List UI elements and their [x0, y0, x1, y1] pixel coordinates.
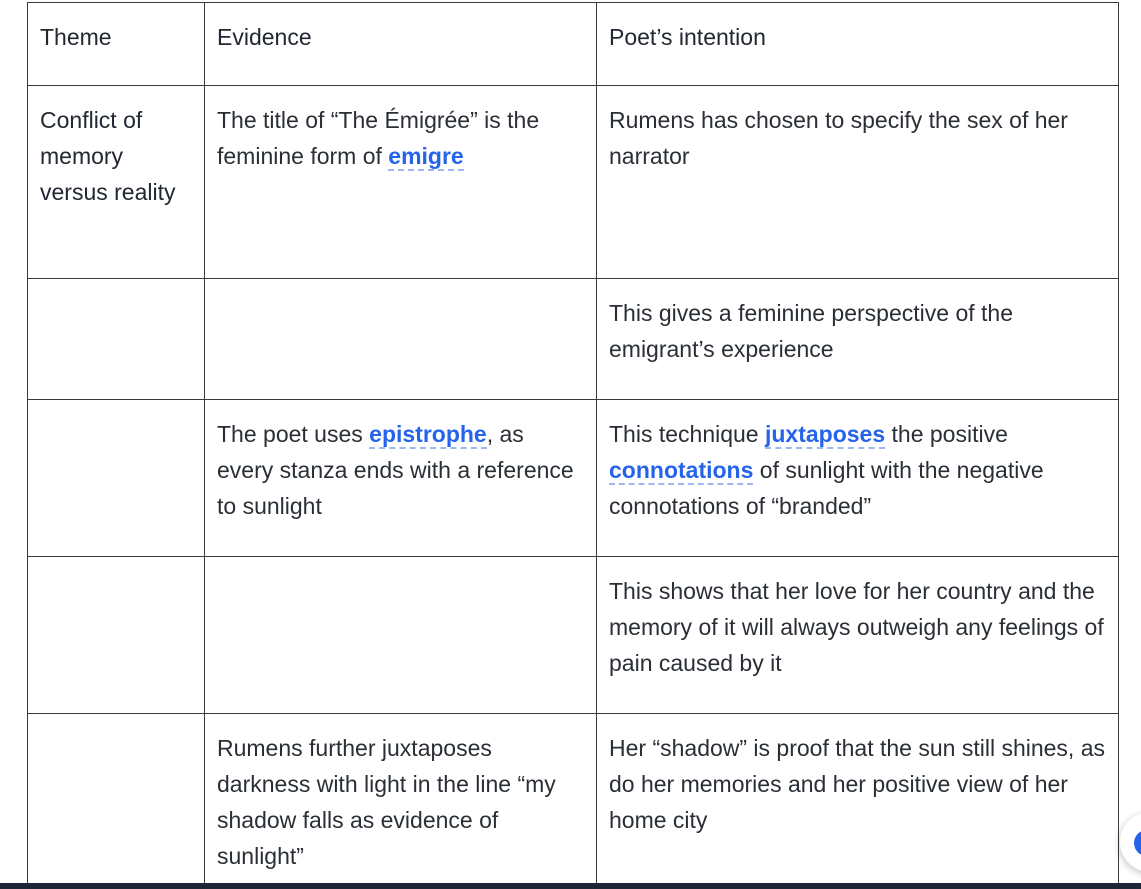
intention-cell	[597, 400, 1119, 557]
intention-cell: Her “shadow” is proof that the sun still shines, as do her memories and her positive view of her home city	[597, 714, 1119, 889]
analysis-table	[27, 2, 1119, 889]
evidence-cell	[205, 86, 597, 279]
table-row	[28, 557, 1119, 714]
table-row	[28, 279, 1119, 400]
intention-text: This technique	[609, 421, 765, 447]
intention-text: the positive	[885, 421, 1008, 447]
evidence-cell	[205, 279, 597, 400]
chat-button[interactable]	[1120, 812, 1141, 872]
glossary-link-connotations[interactable]: connotations	[609, 457, 754, 483]
glossary-link-juxtaposes[interactable]: juxtaposes	[764, 421, 886, 447]
evidence-cell: Rumens further juxtaposes darkness with light in the line “my shadow falls as evidence of sunlight”	[205, 714, 597, 889]
intention-cell: Rumens has chosen to specify the sex of her narrator	[597, 86, 1119, 279]
intention-cell: This gives a feminine perspective of the emigrant’s experience	[597, 279, 1119, 400]
header-intention: Poet’s intention	[597, 3, 1119, 86]
table-row	[28, 714, 1119, 889]
theme-cell: Conflict of memory versus reality	[28, 86, 205, 279]
intention-text: of sunlight with the negative connotations of “branded”	[609, 457, 1044, 519]
table-row	[28, 400, 1119, 557]
table-row	[28, 86, 1119, 279]
bottom-bar	[0, 883, 1141, 889]
glossary-link-emigre[interactable]: emigre	[388, 143, 464, 169]
table-header-row	[28, 3, 1119, 86]
evidence-text: , as every stanza ends with a reference to sunlight	[217, 421, 574, 519]
theme-cell	[28, 557, 205, 714]
evidence-cell	[205, 557, 597, 714]
chat-icon	[1134, 830, 1141, 856]
glossary-link-epistrophe[interactable]: epistrophe	[369, 421, 487, 447]
theme-cell	[28, 714, 205, 889]
theme-cell	[28, 400, 205, 557]
evidence-text: The title of “The Émigrée” is the feminine form of	[217, 107, 540, 169]
evidence-cell	[205, 400, 597, 557]
intention-cell: This shows that her love for her country and the memory of it will always outweigh any feelings of pain caused by it	[597, 557, 1119, 714]
header-theme: Theme	[28, 3, 205, 86]
header-evidence: Evidence	[205, 3, 597, 86]
theme-cell	[28, 279, 205, 400]
evidence-text: The poet uses	[217, 421, 370, 447]
